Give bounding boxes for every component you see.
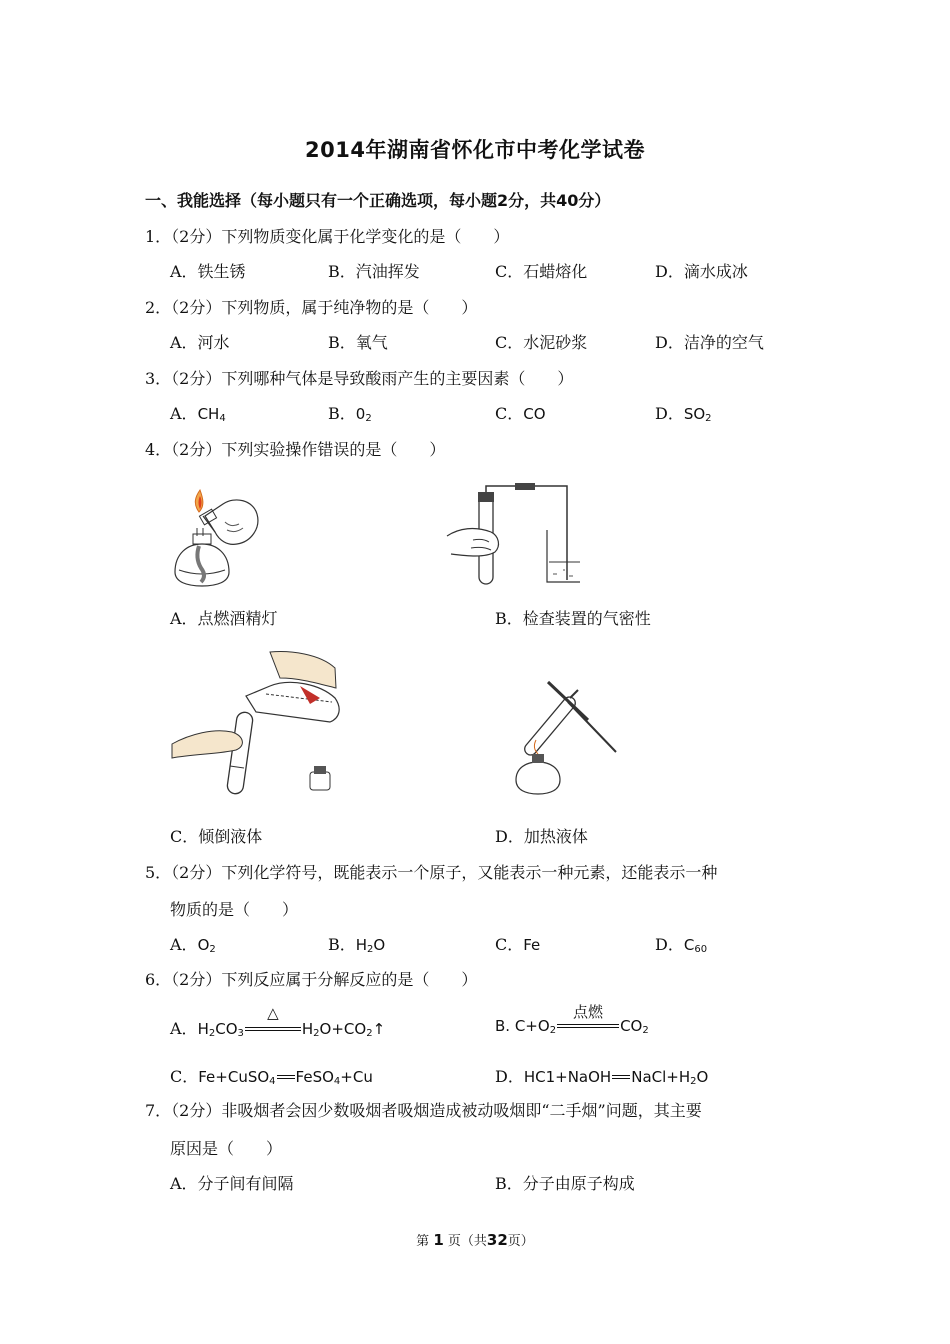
reaction-equals-sign	[612, 1074, 630, 1082]
q5-option-b: B．$H_2O$	[328, 935, 386, 955]
question-5-line1: 5．（2分）下列化学符号，既能表示一个原子，又能表示一种元素，还能表示一种	[145, 863, 718, 882]
section-heading: 一、我能选择（每小题只有一个正确选项，每小题2分，共40分）	[145, 191, 611, 210]
q4-option-a: A．点燃酒精灯	[170, 609, 278, 628]
question-7-line1: 7．（2分）非吸烟者会因少数吸烟者吸烟造成被动吸烟即“二手烟”问题，其主要	[145, 1101, 702, 1120]
q2-option-a: A．河水	[170, 333, 230, 352]
reaction-equals-sign: △	[245, 1026, 301, 1034]
airtightness-figure	[445, 480, 580, 588]
q5-option-d: D．$C_{60}$	[655, 935, 708, 955]
question-4: 4．（2分）下列实验操作错误的是（ ）	[145, 440, 446, 459]
heating-liquid-figure	[508, 680, 628, 800]
q1-option-b: B．汽油挥发	[328, 262, 420, 281]
page-number: 1	[433, 1231, 444, 1249]
q7-option-b: B．分子由原子构成	[495, 1174, 635, 1193]
q2-option-d: D．洁净的空气	[655, 333, 764, 352]
q5-option-a: A．$O_2$	[170, 935, 216, 955]
question-7-line2: 原因是（ ）	[170, 1139, 283, 1158]
q7-option-a: A．分子间有间隔	[170, 1174, 294, 1193]
q6-option-c: C．Fe+CuSO$_4$ FeSO$_4$+Cu	[170, 1067, 373, 1087]
q1-option-c: C．石蜡熔化	[495, 262, 588, 281]
page-footer: 第 1 页（共32页）	[416, 1231, 534, 1249]
q1-option-a: A．铁生锈	[170, 262, 246, 281]
q4-option-d: D．加热液体	[495, 827, 588, 846]
q6-option-a: A．$H_2CO_3$ △ $H_2O+CO_2↑$	[170, 1003, 386, 1039]
reaction-equals-sign: 点燃	[557, 1023, 619, 1031]
question-3: 3．（2分）下列哪种气体是导致酸雨产生的主要因素（ ）	[145, 369, 574, 388]
q2-option-c: C．水泥砂浆	[495, 333, 588, 352]
pouring-liquid-figure	[170, 648, 340, 798]
page-total: 32	[486, 1231, 508, 1249]
q2-option-b: B．氧气	[328, 333, 388, 352]
q3-option-d: D．$SO_2$	[655, 404, 712, 424]
q6-option-b: B. $C+O_2$ 点燃 $CO_2$	[495, 1002, 649, 1036]
question-6: 6．（2分）下列反应属于分解反应的是（ ）	[145, 970, 478, 989]
exam-title: 2014年湖南省怀化市中考化学试卷	[305, 138, 645, 162]
question-1: 1．（2分）下列物质变化属于化学变化的是（ ）	[145, 227, 510, 246]
q1-option-d: D．滴水成冰	[655, 262, 748, 281]
q3-option-c: C．CO	[495, 404, 546, 423]
q6-option-d: D．HC1+NaOH $NaCl+H_2O$	[495, 1067, 709, 1087]
q5-option-c: C．Fe	[495, 935, 541, 954]
question-2: 2．（2分）下列物质，属于纯净物的是（ ）	[145, 298, 478, 317]
q3-option-a: A．$CH_4$	[170, 404, 226, 424]
alcohol-lamp-figure	[165, 482, 265, 590]
q4-option-b: B．检查装置的气密性	[495, 609, 651, 628]
q3-option-b: B．$0_2$	[328, 404, 372, 424]
q4-option-c: C．倾倒液体	[170, 827, 263, 846]
question-5-line2: 物质的是（ ）	[170, 900, 299, 919]
reaction-equals-sign	[277, 1074, 295, 1082]
